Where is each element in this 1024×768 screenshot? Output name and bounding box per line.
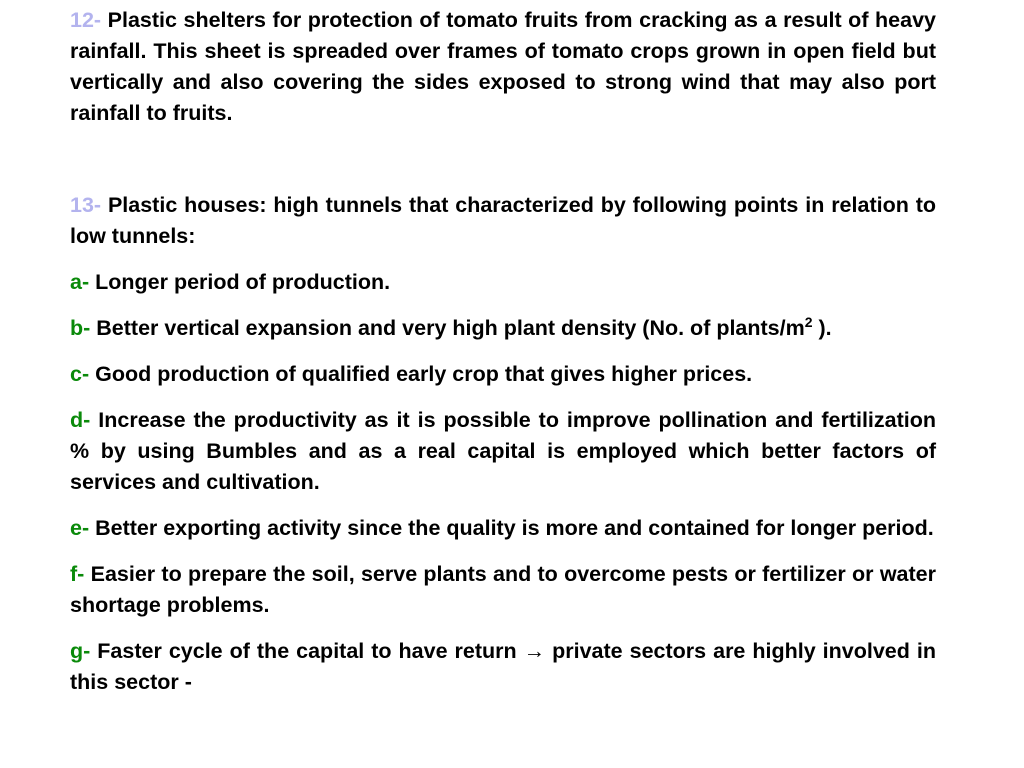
list-item-e [70,513,936,544]
list-item-b [70,313,936,344]
item-text: Faster cycle of the capital to have return → private sectors are highly involved in this sector - [70,639,936,694]
item-text: Easier to prepare the soil, serve plants and to overcome pests or fertilizer or water shortage problems. [70,562,936,617]
list-item-a [70,267,936,298]
item-letter: a- [70,270,90,294]
item-letter: g- [70,639,91,663]
slide-content [70,5,936,698]
item-letter: b- [70,316,91,340]
paragraph-number: 12- [70,8,102,32]
item-letter: c- [70,362,90,386]
item-text: Increase the productivity as it is possible to improve pollination and fertilization % by using Bumbles and as a real capital is employed which better factors of services and cultivation. [70,408,937,494]
item-text: Longer period of production. [95,270,391,294]
item-text: Better vertical expansion and very high plant density (No. of plants/m [96,316,805,340]
item-letter: f- [70,562,85,586]
list-item-c [70,359,936,390]
item-text: Good production of qualified early crop that gives higher prices. [95,362,753,386]
item-text: Better exporting activity since the quality is more and contained for longer period. [95,516,934,540]
item-letter: e- [70,516,90,540]
paragraph-13 [70,190,936,252]
paragraph-number: 13- [70,193,102,217]
paragraph-text: Plastic shelters for protection of tomato fruits from cracking as a result of heavy rainfall. This sheet is spreaded over frames of tomato crops grown in open field but vertically and also covering the sides exposed to strong wind that may also port rainfall to fruits. [70,8,936,125]
item-letter: d- [70,408,91,432]
list-item-f [70,559,936,621]
paragraph-text: Plastic houses: high tunnels that characterized by following points in relation to low tunnels: [70,193,937,248]
item-text-after: ). [812,316,832,340]
list-item-g [70,636,936,698]
superscript: 2 [804,313,813,330]
paragraph-12 [70,5,936,129]
list-item-d [70,405,936,498]
